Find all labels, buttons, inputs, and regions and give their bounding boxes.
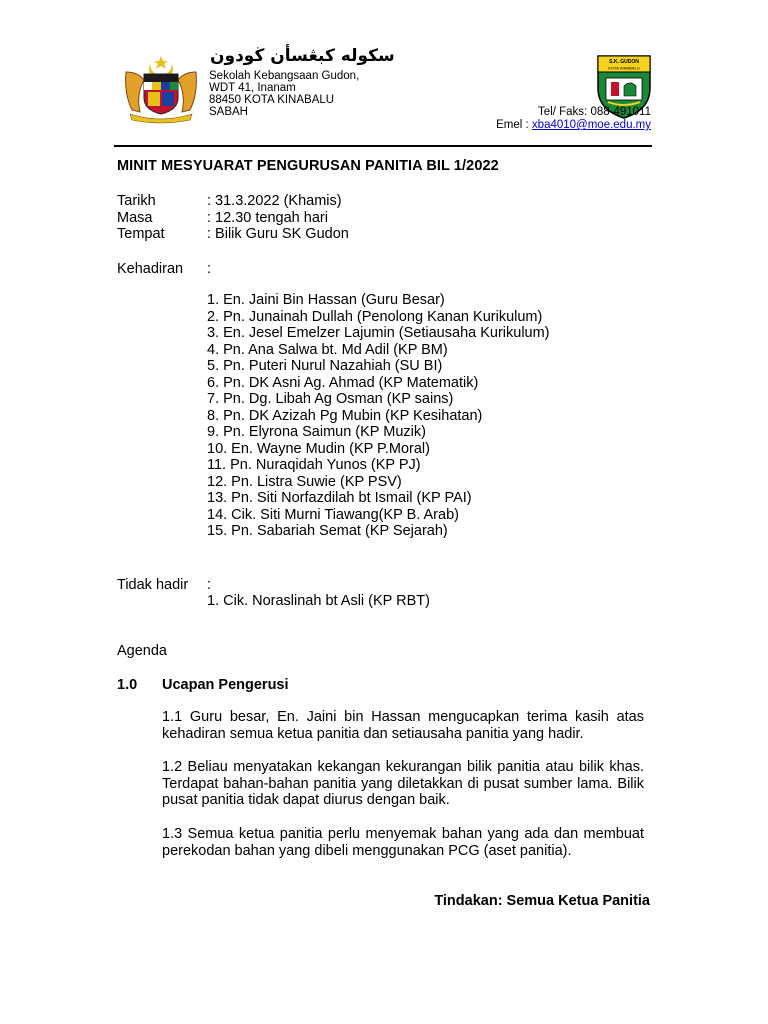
attendee-item: 15. Pn. Sabariah Semat (KP Sejarah) [207, 523, 448, 539]
venue-label: Tempat [117, 226, 165, 242]
section-title: Ucapan Pengerusi [162, 677, 289, 693]
action-note: Tindakan: Semua Ketua Panitia [434, 893, 650, 909]
tel-fax: Tel/ Faks: 088-491011 [538, 106, 651, 118]
attendee-item: 9. Pn. Elyrona Saimun (KP Muzik) [207, 424, 426, 440]
time-label: Masa [117, 210, 153, 226]
paragraph-1-3: 1.3 Semua ketua panitia perlu menyemak bahan yang ada dan membuat perekodan bahan yang dibeli menggunakan PCG (aset panitia). [162, 826, 644, 859]
address-line-1: Sekolah Kebangsaan Gudon, [209, 70, 360, 82]
attendee-item: 3. En. Jesel Emelzer Lajumin (Setiausaha Kurikulum) [207, 325, 550, 341]
document-title: MINIT MESYUARAT PENGURUSAN PANITIA BIL 1/2022 [117, 158, 499, 174]
header-divider [114, 145, 652, 147]
time-value: : 12.30 tengah hari [207, 210, 328, 226]
attendee-item: 14. Cik. Siti Murni Tiawang(KP B. Arab) [207, 506, 459, 523]
svg-text:KOTA KINABALU: KOTA KINABALU [608, 65, 640, 71]
svg-text:S.K. GUDON: S.K. GUDON [609, 59, 639, 65]
attendee-item: 12. Pn. Listra Suwie (KP PSV) [207, 473, 402, 490]
attendee-item: 4. Pn. Ana Salwa bt. Md Adil (KP BM) [207, 341, 448, 358]
absent-item: 1. Cik. Noraslinah bt Asli (KP RBT) [207, 593, 430, 609]
absent-label: Tidak hadir [117, 577, 189, 593]
attendee-item: 11. Pn. Nuraqidah Yunos (KP PJ) [207, 457, 421, 473]
absent-colon: : [207, 577, 212, 593]
section-number: 1.0 [117, 677, 138, 693]
attendee-item: 13. Pn. Siti Norfazdilah bt Ismail (KP PAI) [207, 490, 472, 506]
paragraph-1-1: 1.1 Guru besar, En. Jaini bin Hassan mengucapkan terima kasih atas kehadiran semua ketua panitia dan setiausaha panitia yang hadir. [162, 709, 644, 742]
address-line-4: SABAH [209, 106, 248, 118]
attendee-item: 1. En. Jaini Bin Hassan (Guru Besar) [207, 292, 445, 308]
attendee-item: 6. Pn. DK Asni Ag. Ahmad (KP Matematik) [207, 374, 479, 391]
date-label: Tarikh [117, 193, 156, 209]
date-value: : 31.3.2022 (Khamis) [207, 193, 342, 209]
attendee-item: 10. En. Wayne Mudin (KP P.Moral) [207, 440, 430, 457]
coat-of-arms-logo [122, 54, 200, 124]
address-line-3: 88450 KOTA KINABALU [209, 94, 335, 106]
email-line [496, 119, 651, 132]
school-name-jawi: سكوله كبڠسأن ڬودون [210, 46, 395, 66]
email-label: Emel : [496, 119, 529, 131]
attendance-colon: : [207, 261, 212, 277]
attendee-item: 8. Pn. DK Azizah Pg Mubin (KP Kesihatan) [207, 407, 483, 424]
address-line-2: WDT 41, Inanam [209, 82, 296, 94]
venue-value: : Bilik Guru SK Gudon [207, 226, 349, 242]
attendee-item: 2. Pn. Junainah Dullah (Penolong Kanan Kurikulum) [207, 308, 543, 325]
agenda-label: Agenda [117, 643, 167, 659]
email-link[interactable]: xba4010@moe.edu.my [531, 119, 651, 131]
attendee-item: 7. Pn. Dg. Libah Ag Osman (KP sains) [207, 391, 454, 407]
attendance-label: Kehadiran [117, 261, 184, 277]
paragraph-1-2: 1.2 Beliau menyatakan kekangan kekurangan bilik panitia atau bilik khas. Terdapat bahan-bahan panitia yang diletakkan di pusat sumber lama. Bilik pusat panitia tidak dapat diurus dengan baik. [162, 759, 644, 809]
attendee-item: 5. Pn. Puteri Nurul Nazahiah (SU BI) [207, 358, 443, 374]
